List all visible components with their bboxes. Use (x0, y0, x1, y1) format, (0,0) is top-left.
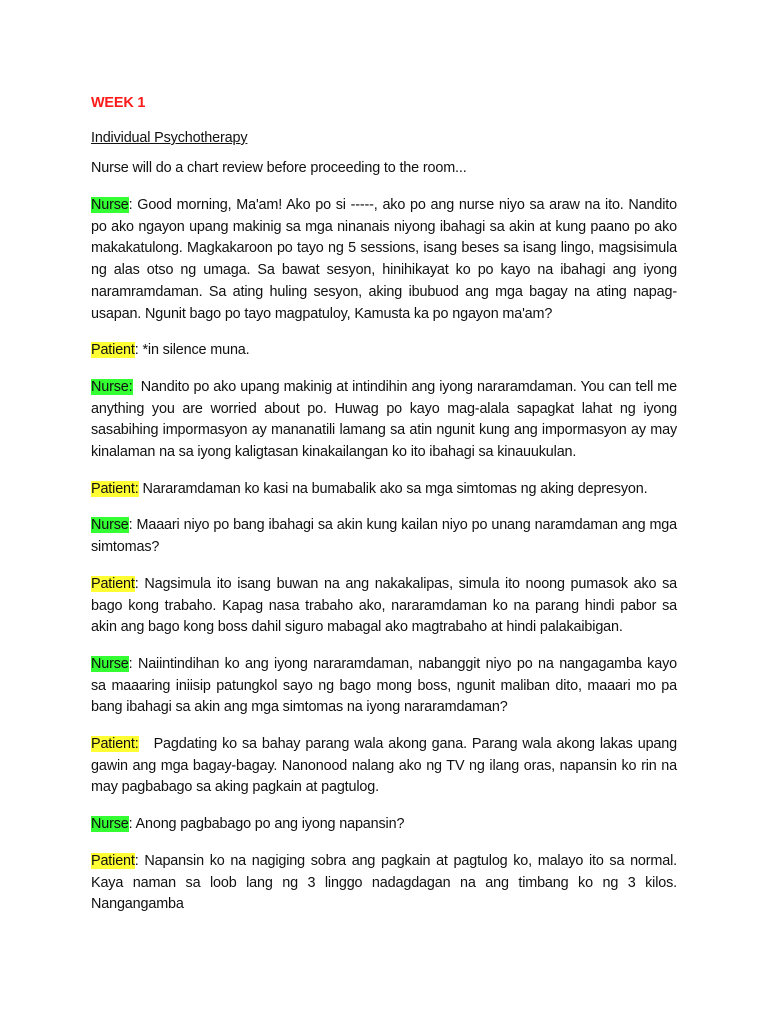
speaker-label-patient: Patient (91, 852, 135, 869)
dialogue-text: Maaari niyo po bang ibahagi sa akin kung kailan niyo po unang naramdaman ang mga simtomas? (91, 517, 677, 556)
dialogue-text: Nagsimula ito isang buwan na ang nakakalipas, simula ito noong pumasok ako sa bago kong trabaho. Kapag nasa trabaho ako, nararamdaman ko na parang hindi pabor sa akin ang bago kong boss dahil siguro mabagal ako magtrabaho at hindi palakaibigan. (91, 575, 678, 636)
speaker-separator: : (134, 852, 145, 869)
speaker-separator: : (128, 517, 137, 534)
dialogue-turn-nurse (91, 814, 677, 836)
speaker-label-nurse: Nurse: (91, 378, 133, 395)
speaker-separator (139, 736, 154, 752)
dialogue-text: Nandito po ako upang makinig at intindihin ang iyong nararamdaman. You can tell me anything you are worried about po. Huwag po kayo mag-alala sapagkat lahat ng iyong sasabihing impormasyon ay mananatili lamang sa atin ngunit kung ang impormasyon ay may kinalaman na sa iyong kaligtasan kinakailangan ko ito ibahagi sa kinauukulan. (91, 378, 677, 461)
dialogue-turn-nurse (91, 377, 677, 464)
dialogue-text: Good morning, Ma'am! Ako po si -----, ako po ang nurse niyo sa araw na ito. Nandito po ako ngayon upang makinig sa mga ninanais niyong ibahagi sa akin at kung paano po ako makakatulong. Magkakaroon po tayo ng 5 sessions, isang beses sa isang lingo, magsisimula ng alas otso ng umaga. Sa bawat sesyon, hinihikayat ko po kayo na ibahagi ang iyong naramramdaman. Sa ating huling sesyon, aking ibubuod ang mga bagay na ating napag-usapan. Ngunit bago po tayo magpatuloy, Kamusta ka po ngayon ma'am? (91, 197, 677, 322)
speaker-label-patient: Patient (91, 575, 135, 592)
dialogue-text: Napansin ko na nagiging sobra ang pagkain at pagtulog ko, malayo ito sa normal. Kaya naman sa loob lang ng 3 linggo nadagdagan na ang timbang ko ng 3 kilos. Nangangamba (91, 852, 678, 913)
speaker-label-nurse: Nurse (91, 197, 129, 213)
week-heading: WEEK 1 (91, 95, 146, 111)
speaker-label-patient: Patient: (91, 736, 139, 753)
dialogue-text: Pagdating ko sa bahay parang wala akong gana. Parang wala akong lakas upang gawin ang mga bagay-bagay. Nanonood nalang ako ng TV ng ilang oras, napansin ko rin na may pagbabago sa aking pagkain at pagtulog. (91, 736, 677, 796)
speaker-label-nurse: Nurse (91, 517, 129, 534)
dialogue-turn-nurse (91, 515, 677, 558)
dialogue-turn-nurse (91, 195, 677, 325)
dialogue-turn-patient (91, 479, 677, 501)
dialogue-turn-patient (91, 340, 677, 362)
dialogue-turn-nurse (91, 654, 677, 719)
dialogue-turn-patient (91, 851, 677, 916)
speaker-label-patient: Patient (91, 342, 135, 359)
dialogue-text: Naiintindihan ko ang iyong nararamdaman, nabanggit niyo po na nangagamba kayo sa maaaring iniisip patungkol sayo ng bago mong boss, ngunit maliban dito, maaari mo pa bang ibahagi sa akin ang mga simtomas na iyong nararamdaman? (91, 655, 677, 716)
dialogue-text: *in silence muna. (142, 342, 250, 359)
document-subtitle: Individual Psychotherapy (91, 130, 248, 146)
speaker-label-nurse: Nurse (91, 655, 129, 672)
speaker-separator: : (134, 575, 145, 592)
dialogue-turn-patient (91, 734, 677, 799)
dialogue-turn-patient (91, 574, 677, 639)
intro-line: Nurse will do a chart review before proceeding to the room... (91, 160, 467, 176)
speaker-label-patient: Patient: (91, 480, 139, 497)
speaker-separator: : (134, 342, 143, 359)
dialogue-text: Nararamdaman ko kasi na bumabalik ako sa mga simtomas ng aking depresyon. (142, 480, 648, 497)
speaker-separator: : (128, 197, 138, 213)
speaker-label-nurse: Nurse (91, 816, 129, 833)
speaker-separator: : (128, 655, 138, 672)
dialogue-text: Anong pagbabago po ang iyong napansin? (135, 816, 405, 833)
speaker-separator: : (128, 816, 136, 833)
speaker-separator (133, 379, 141, 395)
